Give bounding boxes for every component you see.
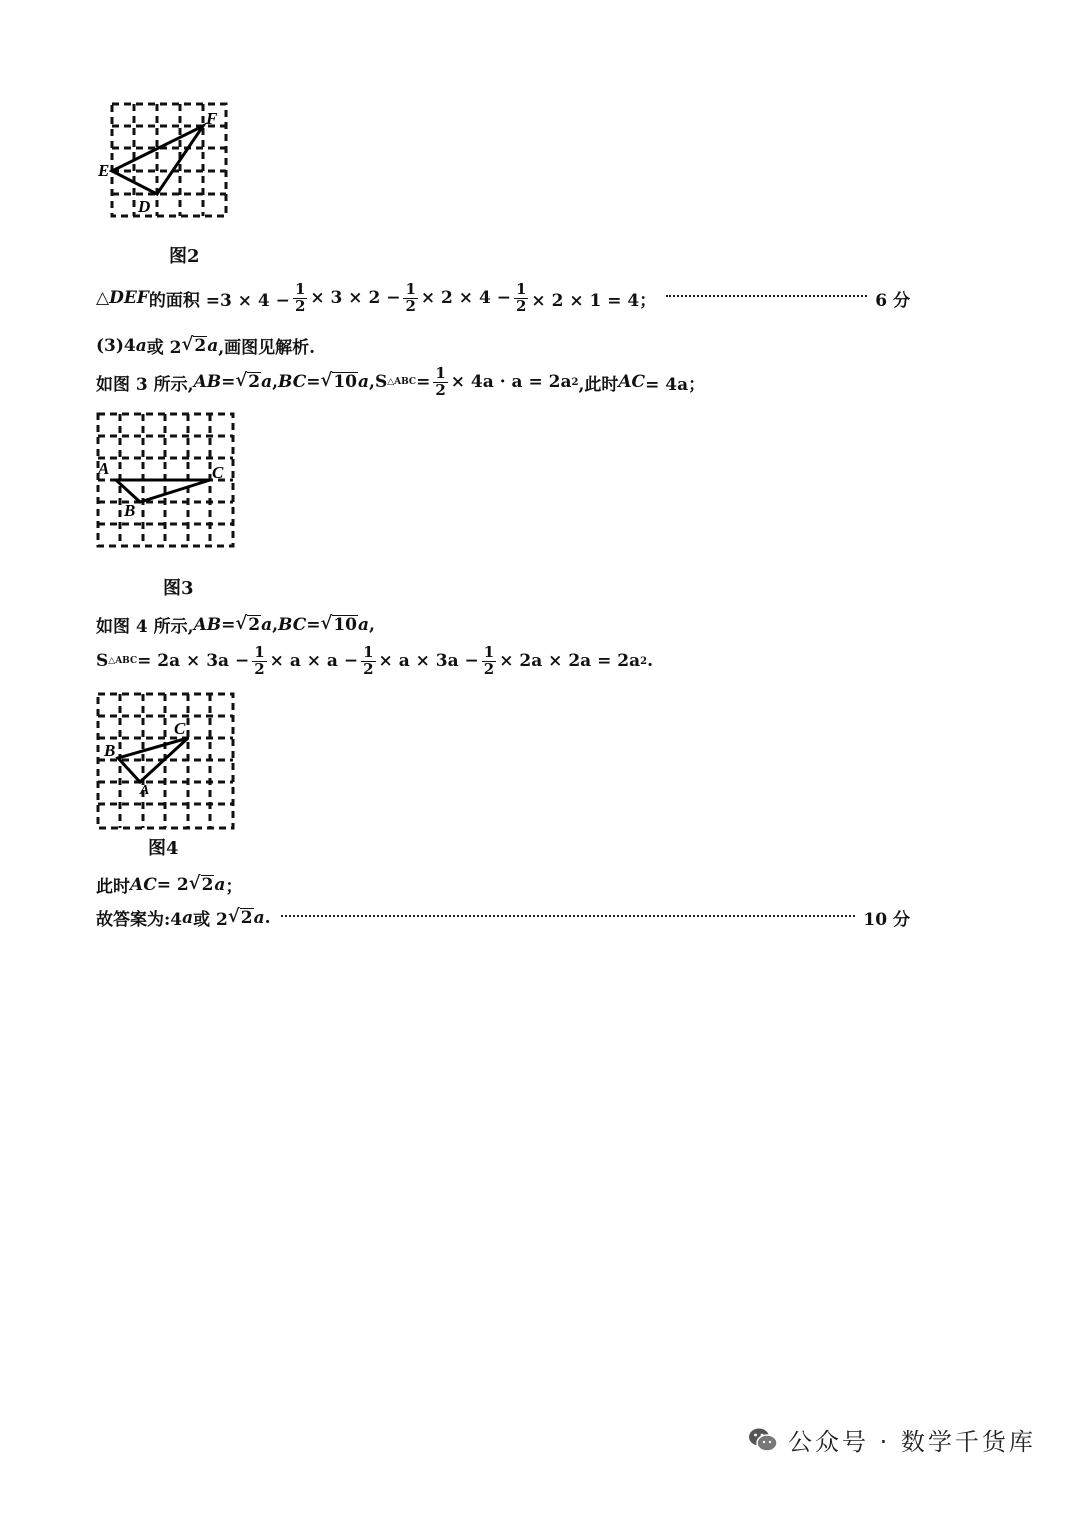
label-a: A bbox=[140, 783, 150, 798]
equals: = bbox=[221, 614, 236, 635]
expr-part: = 4a； bbox=[645, 374, 706, 395]
figure-4 bbox=[94, 690, 238, 832]
figure-3-explanation bbox=[96, 366, 705, 399]
exponent: 2 bbox=[640, 655, 648, 667]
sqrt: √ 2 bbox=[188, 872, 214, 895]
final-answer-line bbox=[96, 905, 910, 930]
dotted-leader bbox=[281, 915, 856, 917]
wechat-icon bbox=[748, 1427, 778, 1453]
comma: , bbox=[369, 372, 375, 393]
fraction: $\frac{1}{2}$ bbox=[254, 643, 265, 678]
label-b: B bbox=[124, 501, 136, 520]
expr-part: 故答案为:4 bbox=[96, 910, 183, 930]
expr-part: = 2 bbox=[156, 874, 189, 895]
expr-part: ,此时 bbox=[578, 374, 619, 395]
segment-ac: AC bbox=[130, 874, 157, 895]
expr-part: × 2 × 1 = 4； bbox=[531, 290, 657, 311]
segment-bc: BC bbox=[278, 614, 307, 635]
expr-part: × 3 × 2 − bbox=[310, 288, 401, 309]
expr-part: 或 2 bbox=[146, 338, 182, 358]
score-10: 10 分 bbox=[863, 910, 910, 930]
period: . bbox=[647, 651, 653, 672]
figure-3 bbox=[94, 410, 238, 550]
exponent: 2 bbox=[571, 376, 579, 388]
grid-figure-3 bbox=[94, 410, 238, 550]
expr-part: × 4a · a = 2a bbox=[450, 372, 572, 393]
comma: , bbox=[272, 614, 279, 635]
segment-ac: AC bbox=[618, 372, 646, 393]
figure-2-caption: 图2 bbox=[169, 246, 200, 267]
figure-2 bbox=[96, 96, 236, 226]
segment-ab: AB bbox=[193, 614, 222, 635]
figure-4-explanation bbox=[96, 612, 375, 637]
area-subscript: △ABC bbox=[387, 377, 417, 388]
dotted-leader bbox=[666, 295, 867, 297]
answer-3-line bbox=[96, 333, 315, 358]
var-a: a bbox=[207, 335, 219, 356]
triangle-name: DEF bbox=[109, 288, 149, 309]
equals: = bbox=[306, 614, 321, 635]
var-a: a bbox=[135, 335, 147, 356]
figure-4-caption: 图4 bbox=[148, 838, 179, 859]
label-b: B bbox=[104, 741, 116, 760]
comma: , bbox=[369, 614, 375, 635]
equals: = bbox=[306, 372, 321, 393]
segment-ab: AB bbox=[193, 372, 222, 393]
comma: , bbox=[272, 372, 279, 393]
expr-part: 此时 bbox=[96, 877, 130, 897]
figure-3-caption: 图3 bbox=[163, 578, 194, 599]
score-6: 6 分 bbox=[875, 290, 910, 311]
var-a: a bbox=[214, 874, 226, 895]
expr-part: ,画图见解析. bbox=[218, 338, 316, 358]
expr-part: × a × a − bbox=[269, 651, 359, 672]
area-def-line bbox=[96, 282, 910, 315]
equals: = bbox=[416, 372, 431, 393]
sqrt: √ 2 bbox=[181, 333, 207, 356]
expr-part: 的面积 =3 × 4 − bbox=[148, 290, 290, 311]
grid-figure-2 bbox=[96, 96, 236, 226]
var-a: a bbox=[261, 614, 273, 635]
sqrt: √ 10 bbox=[320, 612, 358, 635]
grid-figure-4 bbox=[94, 690, 238, 832]
triangle-abc bbox=[116, 480, 210, 502]
label-f: F bbox=[206, 109, 218, 128]
fraction: $\frac{1}{2}$ bbox=[483, 643, 495, 678]
label-d: D bbox=[138, 197, 151, 216]
fraction: $\frac{1}{2}$ bbox=[405, 280, 416, 315]
var-a: a bbox=[358, 614, 370, 635]
expr-part: × 2a × 2a = 2a bbox=[499, 651, 641, 672]
var-a: a bbox=[358, 372, 370, 393]
expr-part: 或 2 bbox=[193, 910, 228, 930]
semicolon: ； bbox=[225, 877, 243, 897]
fraction: $\frac{1}{2}$ bbox=[294, 280, 306, 315]
triangle-def bbox=[112, 126, 203, 194]
var-a: a bbox=[261, 372, 273, 393]
var-a: a bbox=[182, 907, 194, 928]
label-c: C bbox=[212, 463, 224, 482]
sqrt: √ 2 bbox=[235, 612, 261, 635]
label-e: E bbox=[98, 161, 110, 180]
period: . bbox=[264, 907, 271, 928]
sqrt: √ 2 bbox=[227, 905, 253, 928]
expr-part: (3)4 bbox=[96, 335, 136, 356]
triangle-symbol: △ bbox=[96, 288, 110, 309]
expr-part: = 2a × 3a − bbox=[137, 651, 250, 672]
expr-part: 如图 3 所示, bbox=[96, 374, 194, 395]
expr-part: 如图 4 所示, bbox=[96, 617, 194, 637]
fraction: $\frac{1}{2}$ bbox=[515, 280, 527, 315]
sqrt: √ 10 bbox=[320, 370, 358, 393]
equals: = bbox=[221, 372, 236, 393]
fraction: $\frac{1}{2}$ bbox=[363, 643, 374, 678]
watermark-text: 公众号 · 数学千货库 bbox=[788, 1428, 1036, 1456]
label-c: C bbox=[174, 719, 186, 738]
segment-bc: BC bbox=[278, 372, 307, 393]
fraction: $\frac{1}{2}$ bbox=[435, 364, 446, 399]
ac-result-line bbox=[96, 872, 242, 897]
expr-part: × a × 3a − bbox=[378, 651, 479, 672]
area-symbol: S bbox=[96, 651, 109, 672]
area-symbol: S bbox=[374, 372, 388, 393]
label-a: A bbox=[98, 459, 110, 478]
expr-part: × 2 × 4 − bbox=[420, 288, 511, 309]
watermark bbox=[748, 1422, 1036, 1457]
var-a: a bbox=[253, 907, 265, 928]
area-abc-line bbox=[96, 645, 653, 678]
sqrt: √ 2 bbox=[235, 370, 261, 393]
area-subscript: △ABC bbox=[108, 656, 138, 667]
